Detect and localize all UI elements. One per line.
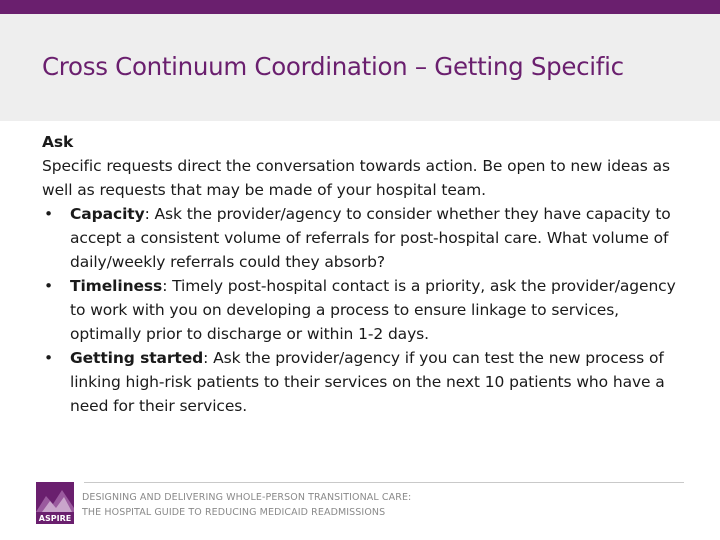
bullet-icon: • [44, 349, 54, 367]
bullet-list [42, 202, 682, 418]
logo-text: ASPIRE [38, 514, 72, 523]
footer-line-2: THE HOSPITAL GUIDE TO REDUCING MEDICAID READMISSIONS [82, 507, 386, 518]
intro-paragraph: Specific requests direct the conversation towards action. Be open to new ideas as well as requests that may be made of your hospital team. [42, 157, 670, 199]
slide-content [42, 130, 682, 418]
bullet-item-timeliness [42, 274, 682, 346]
section-heading: Ask [42, 133, 74, 151]
bullet-text: : Timely post-hospital contact is a priority, ask the provider/agency to work with you on developing a process to ensure linkage to services, optimally prior to discharge or within 1-2 days. [70, 277, 676, 343]
bullet-term: Getting started [70, 349, 204, 367]
footer [36, 482, 684, 526]
bullet-icon: • [44, 205, 54, 223]
bullet-text: : Ask the provider/agency if you can test the new process of linking high-risk patients to their services on the next 10 patients who have a need for their services. [70, 349, 665, 415]
bullet-text: : Ask the provider/agency to consider whether they have capacity to accept a consistent volume of referrals for post-hospital care. What volume of daily/weekly referrals could they absorb? [70, 205, 671, 271]
top-accent-bar [0, 0, 720, 14]
aspire-logo [36, 482, 74, 524]
footer-line-1: DESIGNING AND DELIVERING WHOLE-PERSON TRANSITIONAL CARE: [82, 492, 412, 503]
slide-title: Cross Continuum Coordination – Getting Specific [42, 52, 624, 81]
bullet-term: Timeliness [70, 277, 163, 295]
footer-divider [84, 482, 684, 483]
bullet-item-getting-started [42, 346, 682, 418]
bullet-term: Capacity [70, 205, 145, 223]
bullet-icon: • [44, 277, 54, 295]
footer-guide-title [82, 490, 411, 520]
bullet-item-capacity [42, 202, 682, 274]
